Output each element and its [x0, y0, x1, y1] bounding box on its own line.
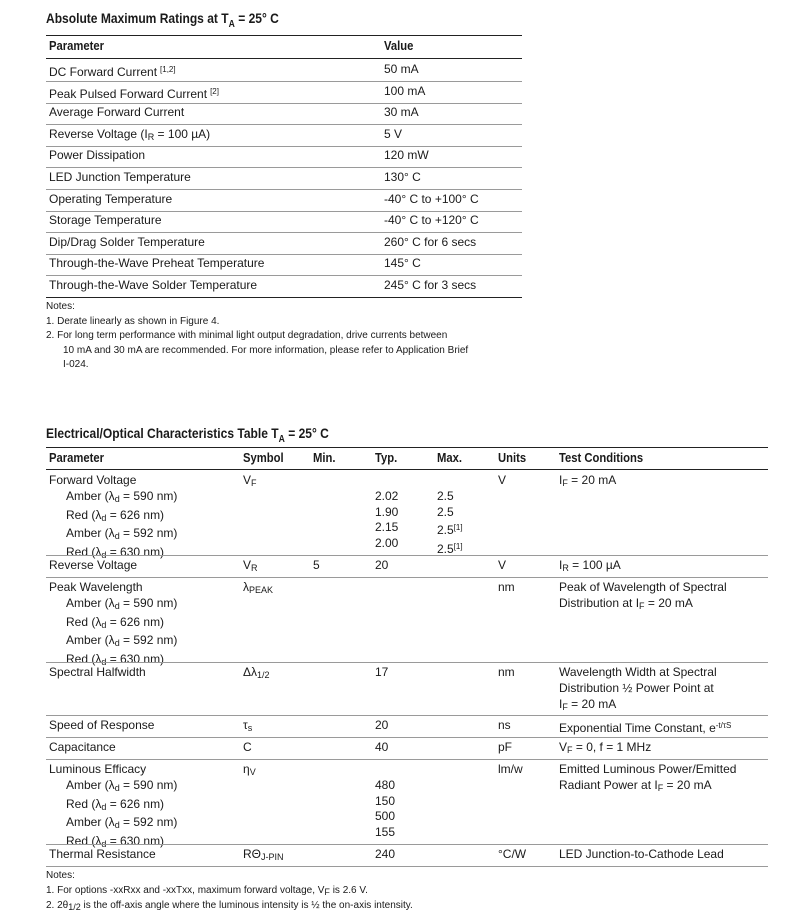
value-cell: 260° C for 6 secs	[384, 234, 477, 249]
param-cell: Peak Pulsed Forward Current [2]	[49, 86, 219, 101]
symbol-eta: $\eta_V$	[243, 762, 256, 777]
min-value: 5	[313, 558, 320, 572]
notes-label: Notes:	[46, 870, 75, 881]
row-divider	[46, 254, 522, 255]
param-capacitance: Capacitance	[49, 740, 116, 754]
symbol-delta-lambda: $\Delta\lambda_{1/2}$	[243, 665, 270, 680]
units-pf: pF	[498, 740, 513, 754]
symbol-r-theta: $R\Theta_{J-PIN}$	[243, 847, 284, 862]
row-divider	[46, 81, 522, 82]
param-cell: Through-the-Wave Solder Temperature	[49, 278, 258, 292]
units-ns: ns	[498, 718, 511, 732]
note-1: 1. For options -xxRxx and -xxTxx, maximum forward voltage, VF is 2.6 V.	[46, 884, 368, 897]
symbol-lambda-peak: $\lambda_{PEAK}$	[243, 580, 274, 595]
note-2-cont: 10 mA and 30 mA are recommended. For more information, please refer to Application Brief	[63, 344, 469, 356]
row-divider	[46, 232, 522, 233]
row-divider	[46, 146, 522, 147]
row-divider	[46, 737, 768, 738]
param-luminous-efficacy: Luminous Efficacy	[49, 762, 147, 776]
param-cell: Dip/Drag Solder Temperature	[49, 234, 205, 249]
typ-value: 20	[375, 558, 389, 572]
cond-speed: Exponential Time Constant, $e^{-t/\tau S}$	[559, 721, 732, 735]
cond-luminous: Emitted Luminous Power/Emitted Radiant Power at $I_F = 20$ mA	[559, 762, 737, 793]
units-v: V	[498, 473, 507, 487]
note-1: 1. Derate linearly as shown in Figure 4.	[46, 315, 220, 327]
header-rule	[46, 58, 522, 59]
row-divider	[46, 297, 522, 298]
header-value: Value	[384, 39, 414, 53]
row-divider	[46, 759, 768, 760]
param-reverse-voltage: Reverse Voltage	[49, 558, 138, 572]
header-units: Units	[498, 451, 527, 465]
subrow-label: Amber ($\lambda_d = 592$ nm)	[66, 633, 178, 649]
row-divider	[46, 124, 522, 125]
row-divider	[46, 103, 522, 104]
header-parameter: Parameter	[49, 451, 105, 465]
row-divider	[46, 844, 768, 845]
value-cell: 30 mA	[384, 105, 419, 120]
value-cell: 50 mA	[384, 62, 419, 76]
param-thermal: Thermal Resistance	[49, 847, 156, 861]
value-cell: 245° C for 3 secs	[384, 278, 477, 292]
note-2: 2. For long term performance with minimal light output degradation, drive currents between	[46, 330, 448, 341]
param-spectral-halfwidth: Spectral Halfwidth	[49, 665, 146, 679]
symbol-tau: $\tau_s$	[243, 718, 253, 733]
max-values: 2.5 2.5 2.5[1] 2.5[1]	[437, 488, 463, 557]
subrow-label: Amber ($\lambda_d = 590$ nm)	[66, 595, 178, 611]
row-divider	[46, 167, 522, 168]
table-top-rule	[46, 35, 522, 36]
param-cell: Average Forward Current	[49, 105, 185, 120]
value-cell: -40° C to +100° C	[384, 191, 479, 206]
row-divider	[46, 275, 522, 276]
units-v: V	[498, 558, 507, 572]
symbol-c: C	[243, 740, 252, 754]
units-nm: nm	[498, 665, 515, 679]
note-2-cont2: I-024.	[63, 359, 89, 370]
row-divider	[46, 189, 522, 190]
subrow-label: Red ($\lambda_d = 626$ nm)	[66, 507, 165, 523]
units-lmw: lm/w	[498, 762, 523, 776]
elec-header-rule	[46, 469, 768, 470]
value-cell: 120 mW	[384, 148, 429, 163]
row-divider	[46, 577, 768, 578]
subrow-label: Amber ($\lambda_d = 592$ nm)	[66, 815, 178, 831]
row-divider	[46, 555, 768, 556]
param-cell: DC Forward Current [1,2]	[49, 65, 176, 79]
param-speed: Speed of Response	[49, 718, 155, 732]
param-cell: Power Dissipation	[49, 148, 146, 163]
param-cell: Storage Temperature	[49, 213, 162, 228]
units-nm: nm	[498, 580, 515, 594]
param-peak-wavelength: Peak Wavelength	[49, 580, 143, 594]
header-test-conditions: Test Conditions	[559, 451, 644, 465]
units-cw: °C/W	[498, 847, 527, 861]
value-cell: 100 mA	[384, 83, 426, 98]
row-divider	[46, 211, 522, 212]
subrow-label: Red ($\lambda_d = 626$ nm)	[66, 614, 165, 630]
value-cell: 130° C	[384, 170, 421, 184]
subrow-label: Red ($\lambda_d = 630$ nm)	[66, 834, 165, 850]
symbol-vr: $V_R$	[243, 558, 258, 573]
typ-value: 240	[375, 847, 396, 861]
cond-thermal: LED Junction-to-Cathode Lead	[559, 847, 724, 861]
header-parameter: Parameter	[49, 39, 105, 53]
param-cell: LED Junction Temperature	[49, 170, 191, 184]
cond-peak: Peak of Wavelength of Spectral Distribution at $I_F = 20$ mA	[559, 580, 727, 611]
value-cell: 5 V	[384, 126, 403, 141]
param-cell: Reverse Voltage ($I_R = 100$ µA)	[49, 126, 211, 142]
cond-ir: $I_R = 100$ µA	[559, 558, 621, 573]
param-cell: Through-the-Wave Preheat Temperature	[49, 256, 265, 271]
absolute-max-notes	[46, 300, 468, 373]
electrical-title: Electrical/Optical Characteristics Table $T_A = 25^\circ$ C	[46, 425, 329, 445]
typ-value: 40	[375, 740, 389, 754]
row-divider	[46, 866, 768, 867]
subrow-label: Red ($\lambda_d = 630$ nm)	[66, 545, 165, 561]
value-cell: -40° C to +120° C	[384, 213, 479, 228]
elec-top-rule	[46, 447, 768, 448]
subrow-label: Red ($\lambda_d = 626$ nm)	[66, 796, 165, 812]
notes-label: Notes:	[46, 301, 75, 312]
header-typ: Typ.	[375, 451, 398, 465]
header-symbol: Symbol	[243, 451, 284, 465]
typ-values: 2.02 1.90 2.15 2.00	[375, 488, 399, 551]
note-2: 2. 2θ1/2 is the off-axis angle where the luminous intensity is ½ the on-axis intensity.	[46, 900, 413, 912]
value-cell: 145° C	[384, 256, 421, 271]
subrow-label: Red ($\lambda_d = 630$ nm)	[66, 652, 165, 668]
subrow-label: Amber ($\lambda_d = 590$ nm)	[66, 777, 178, 793]
header-min: Min.	[313, 451, 336, 465]
row-divider	[46, 715, 768, 716]
absolute-max-title: Absolute Maximum Ratings at $T_A = 25^\circ$ C	[46, 10, 279, 30]
cond-if: $I_F = 20$ mA	[559, 473, 617, 488]
typ-value: 20	[375, 718, 389, 732]
typ-value: 17	[375, 665, 389, 679]
param-forward-voltage: Forward Voltage	[49, 473, 137, 487]
cond-capacitance: $V_F = 0$, f = 1 MHz	[559, 740, 652, 755]
subrow-label: Amber ($\lambda_d = 592$ nm)	[66, 526, 178, 542]
symbol-vf: $V_F$	[243, 473, 257, 488]
typ-values: 480 150 500 155	[375, 777, 396, 840]
row-divider	[46, 662, 768, 663]
cond-halfwidth: Wavelength Width at Spectral Distribution ½ Power Point at $I_F = 20$ mA	[559, 665, 717, 712]
header-max: Max.	[437, 451, 463, 465]
subrow-label: Amber ($\lambda_d = 590$ nm)	[66, 488, 178, 504]
param-cell: Operating Temperature	[49, 191, 173, 206]
electrical-notes	[46, 869, 413, 915]
